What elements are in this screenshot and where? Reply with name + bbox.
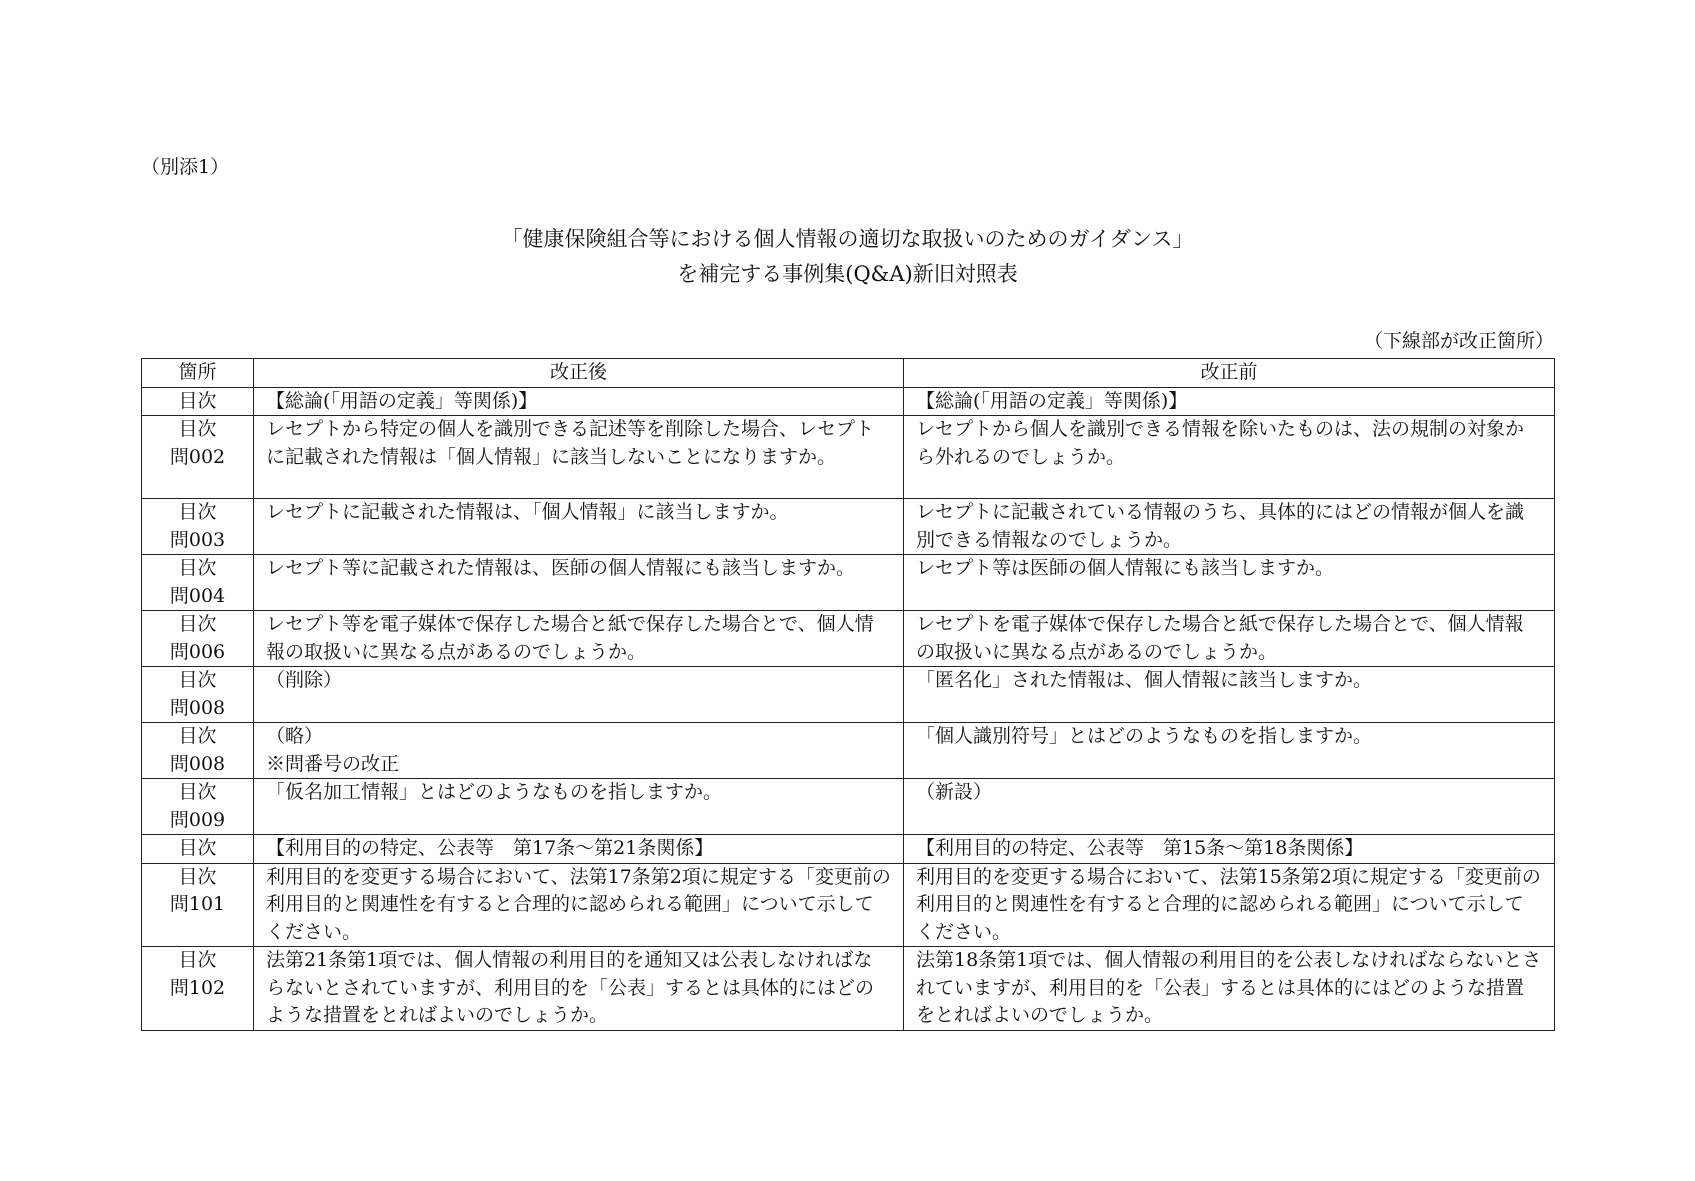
row-before-text: 法第18条第1項では、個人情報の利用目的を公表しなければならないとされていますが、利用目的を「公表」するとは具体的にはどのような措置をとればよいのでしょうか。 bbox=[904, 947, 1555, 1031]
row-before-text: 【総論(「用語の定義」等関係)】 bbox=[904, 387, 1555, 416]
row-location: 目次 問008 bbox=[142, 723, 254, 779]
row-after-text: レセプト等に記載された情報は、医師の個人情報にも該当しますか。 bbox=[254, 555, 904, 611]
header-after: 改正後 bbox=[254, 359, 904, 388]
table-row bbox=[142, 667, 1555, 723]
row-before-text: レセプト等は医師の個人情報にも該当しますか。 bbox=[904, 555, 1555, 611]
row-before-text: （新設） bbox=[904, 779, 1555, 835]
row-location: 目次 問006 bbox=[142, 611, 254, 667]
row-after-text: （削除） bbox=[254, 667, 904, 723]
row-before-text: 利用目的を変更する場合において、法第15条第2項に規定する「変更前の利用目的と関連性を有すると合理的に認められる範囲」について示してください。 bbox=[904, 863, 1555, 947]
row-location: 目次 問101 bbox=[142, 863, 254, 947]
row-location: 目次 問102 bbox=[142, 947, 254, 1031]
table-row bbox=[142, 611, 1555, 667]
row-after-text: レセプト等を電子媒体で保存した場合と紙で保存した場合とで、個人情報の取扱いに異なる点があるのでしょうか。 bbox=[254, 611, 904, 667]
table-row bbox=[142, 723, 1555, 779]
row-before-text: レセプトを電子媒体で保存した場合と紙で保存した場合とで、個人情報の取扱いに異なる点があるのでしょうか。 bbox=[904, 611, 1555, 667]
row-location: 目次 問008 bbox=[142, 667, 254, 723]
row-after-text: 【利用目的の特定、公表等 第17条～第21条関係】 bbox=[254, 835, 904, 864]
table-row bbox=[142, 387, 1555, 416]
table-row bbox=[142, 499, 1555, 555]
row-before-text: 【利用目的の特定、公表等 第15条～第18条関係】 bbox=[904, 835, 1555, 864]
row-after-text: 【総論(「用語の定義」等関係)】 bbox=[254, 387, 904, 416]
row-location: 目次 問004 bbox=[142, 555, 254, 611]
comparison-table bbox=[141, 358, 1555, 1031]
row-location: 目次 問009 bbox=[142, 779, 254, 835]
table-row bbox=[142, 555, 1555, 611]
row-after-text: レセプトに記載された情報は、「個人情報」に該当しますか。 bbox=[254, 499, 904, 555]
row-before-text: レセプトに記載されている情報のうち、具体的にはどの情報が個人を識別できる情報なのでしょうか。 bbox=[904, 499, 1555, 555]
header-before: 改正前 bbox=[904, 359, 1555, 388]
row-location: 目次 問003 bbox=[142, 499, 254, 555]
row-after-text: レセプトから特定の個人を識別できる記述等を削除した場合、レセプトに記載された情報は「個人情報」に該当しないことになりますか。 bbox=[254, 416, 904, 499]
table-row bbox=[142, 779, 1555, 835]
row-before-text: レセプトから個人を識別できる情報を除いたものは、法の規制の対象から外れるのでしょうか。 bbox=[904, 416, 1555, 499]
title-line-2: を補完する事例集(Q&A)新旧対照表 bbox=[677, 262, 1018, 286]
header-location: 箇所 bbox=[142, 359, 254, 388]
row-after-text: 利用目的を変更する場合において、法第17条第2項に規定する「変更前の利用目的と関連性を有すると合理的に認められる範囲」について示してください。 bbox=[254, 863, 904, 947]
row-location: 目次 問002 bbox=[142, 416, 254, 499]
table-row bbox=[142, 416, 1555, 499]
row-before-text: 「匿名化」された情報は、個人情報に該当しますか。 bbox=[904, 667, 1555, 723]
row-location: 目次 bbox=[142, 835, 254, 864]
attachment-label: （別添1） bbox=[141, 156, 230, 178]
title-line-1: 「健康保険組合等における個人情報の適切な取扱いのためのガイダンス」 bbox=[501, 227, 1194, 251]
table-row bbox=[142, 835, 1555, 864]
row-location: 目次 bbox=[142, 387, 254, 416]
row-before-text: 「個人識別符号」とはどのようなものを指しますか。 bbox=[904, 723, 1555, 779]
document-title bbox=[0, 222, 1695, 292]
underline-note: （下線部が改正箇所） bbox=[1363, 330, 1554, 352]
row-after-text: 法第21条第1項では、個人情報の利用目的を通知又は公表しなければならないとされていますが、利用目的を「公表」するとは具体的にはどのような措置をとればよいのでしょうか。 bbox=[254, 947, 904, 1031]
table-header-row bbox=[142, 359, 1555, 388]
row-after-text: 「仮名加工情報」とはどのようなものを指しますか。 bbox=[254, 779, 904, 835]
table-row bbox=[142, 863, 1555, 947]
row-after-text: （略） ※問番号の改正 bbox=[254, 723, 904, 779]
table-row bbox=[142, 947, 1555, 1031]
